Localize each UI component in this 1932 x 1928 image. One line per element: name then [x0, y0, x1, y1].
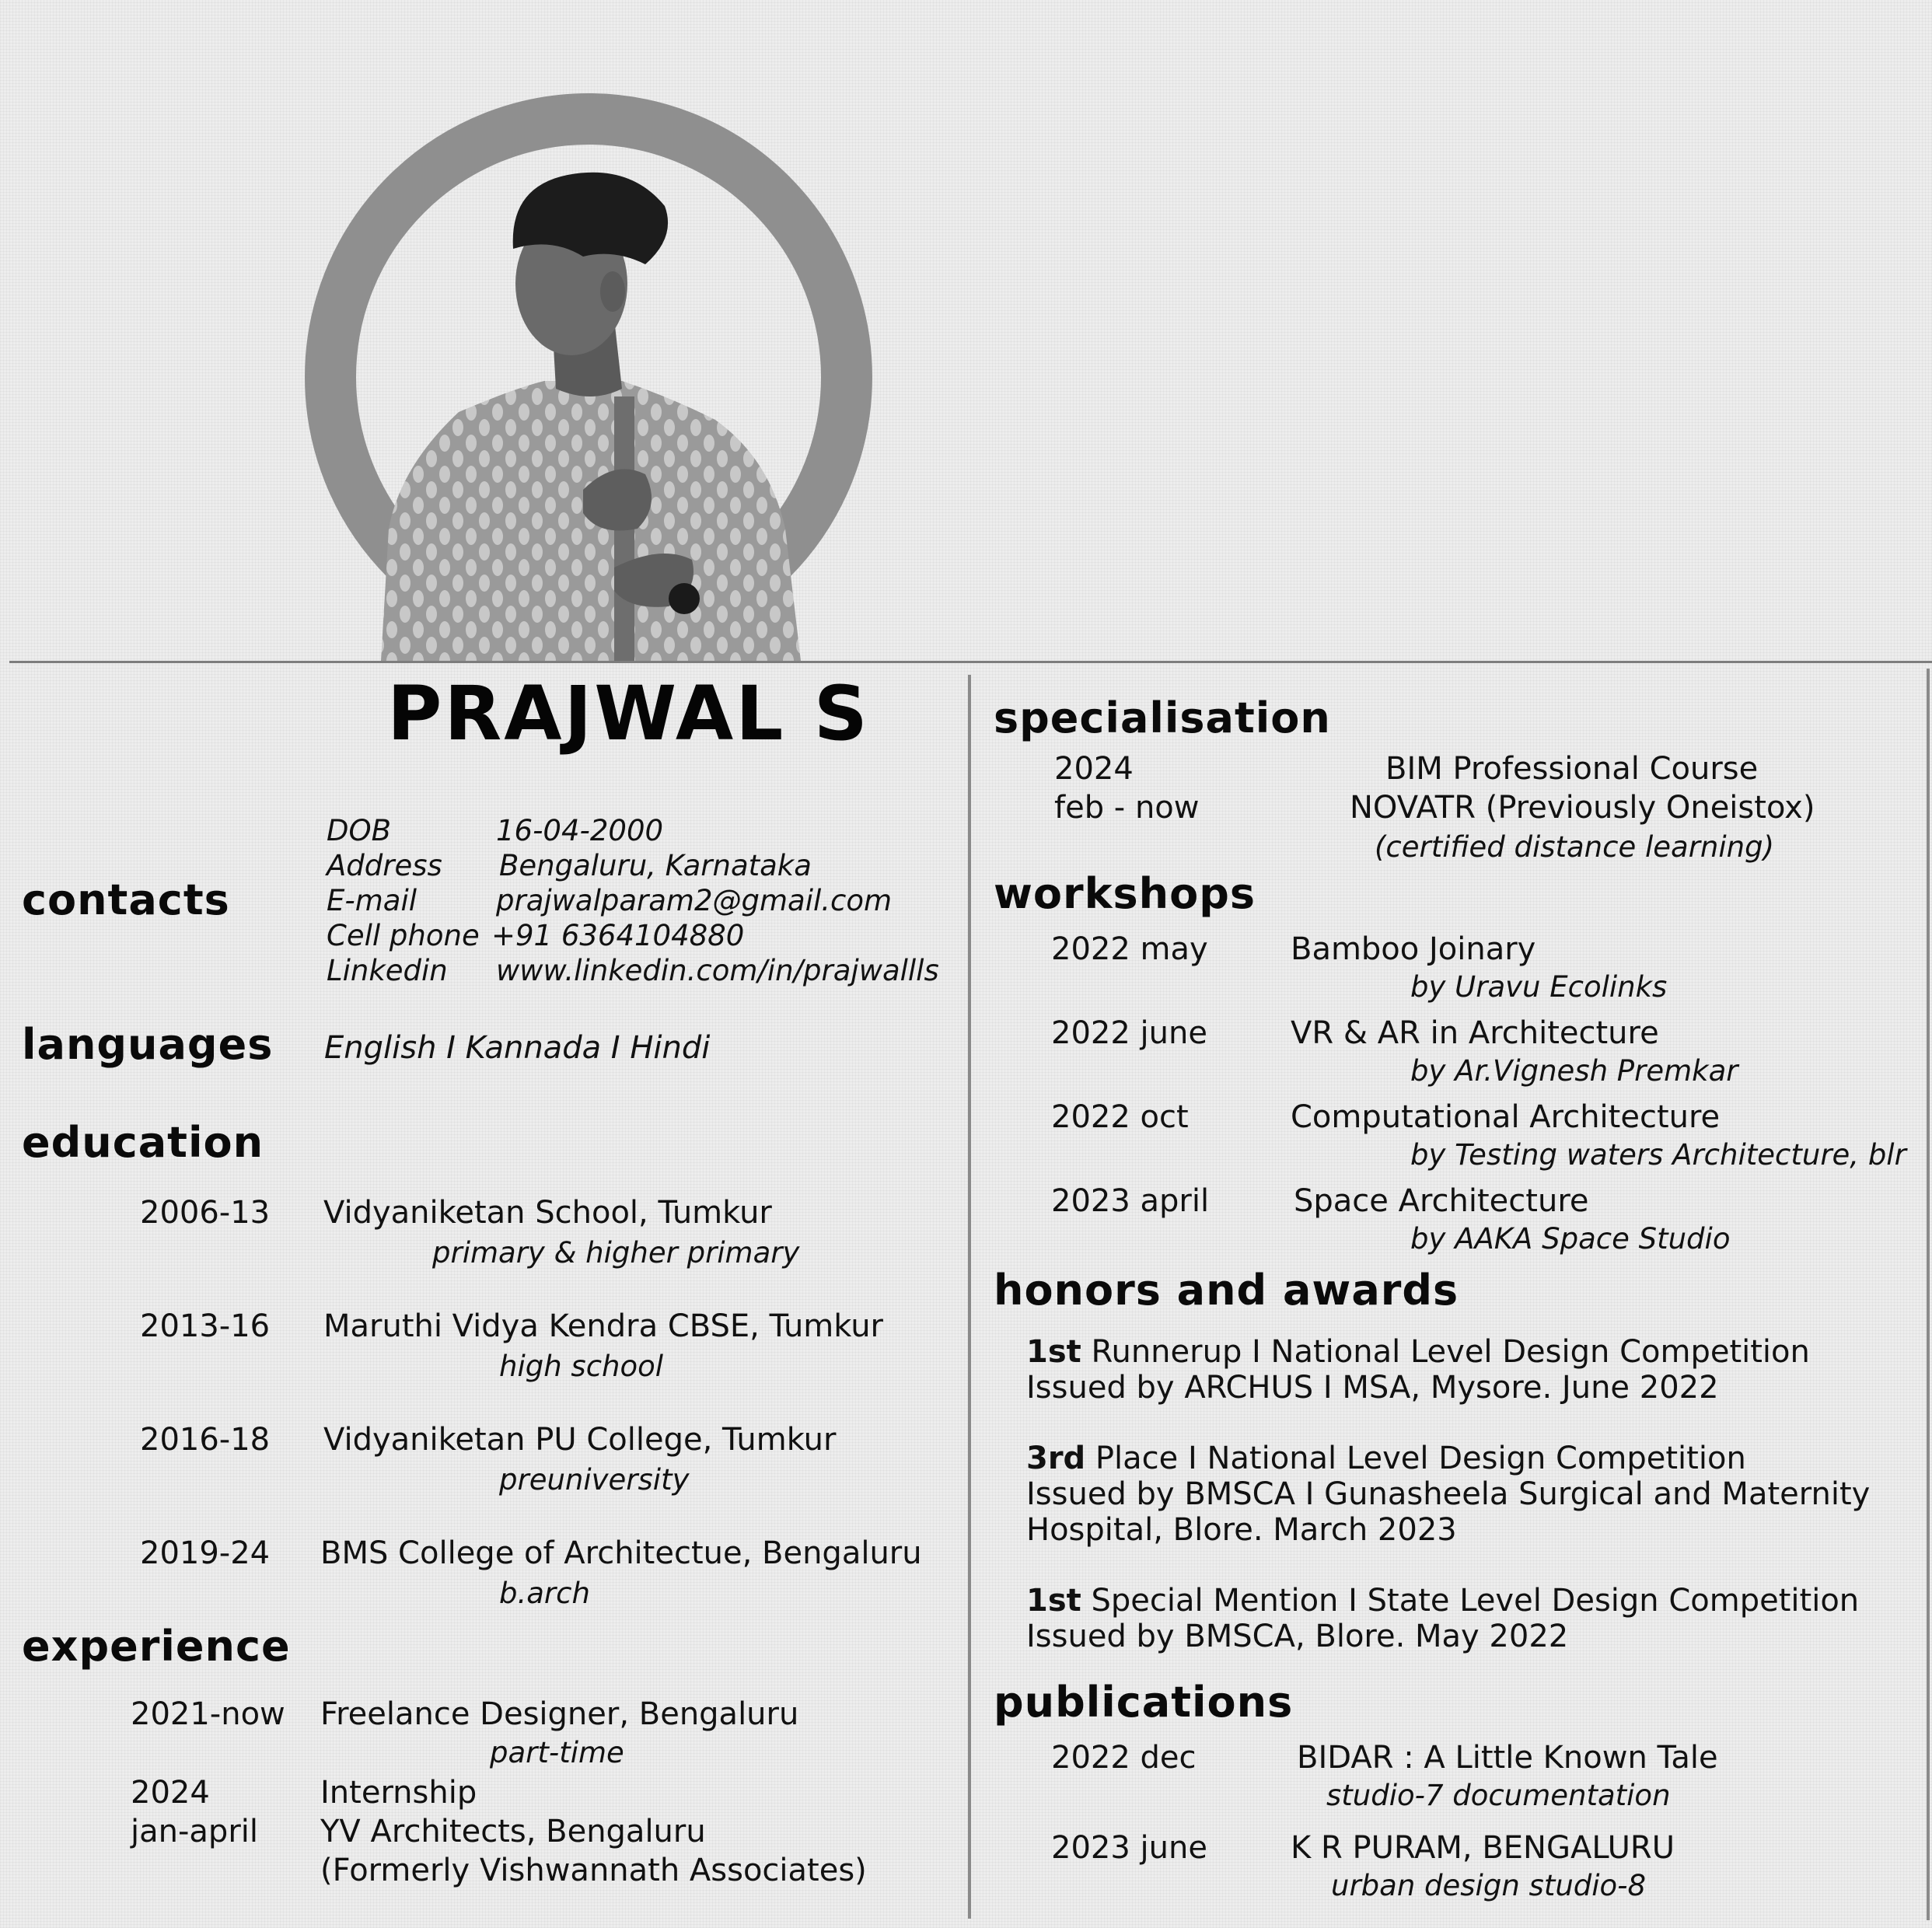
workshop-title: Computational Architecture	[1291, 1099, 1721, 1135]
publication-note: studio-7 documentation	[1326, 1779, 1671, 1812]
right-border	[1927, 669, 1930, 1920]
publication-title: BIDAR : A Little Known Tale	[1297, 1740, 1718, 1776]
award-issuer-cont: Hospital, Blore. March 2023	[1026, 1512, 1457, 1548]
award-issuer: Issued by BMSCA I Gunasheela Surgical and Maternity	[1026, 1476, 1871, 1512]
award-rank: 3rd	[1026, 1441, 1086, 1476]
experience-years: 2021-now	[131, 1696, 285, 1732]
award-issuer: Issued by ARCHUS I MSA, Mysore. June 2022	[1026, 1370, 1719, 1406]
specialisation-heading: specialisation	[994, 693, 1331, 742]
specialisation-provider: NOVATR (Previously Oneistox)	[1350, 790, 1815, 826]
honors-heading: honors and awards	[994, 1266, 1459, 1315]
award-rank: 1st	[1026, 1334, 1081, 1370]
award-title	[1026, 1583, 1859, 1619]
experience-former: (Formerly Vishwannath Associates)	[320, 1853, 867, 1888]
education-school: BMS College of Architectue, Bengaluru	[320, 1535, 922, 1571]
workshop-title: Bamboo Joinary	[1291, 931, 1536, 967]
phone-link[interactable]: +91 6364104880	[491, 919, 745, 952]
workshop-title: VR & AR in Architecture	[1291, 1015, 1659, 1051]
experience-note: part-time	[490, 1736, 624, 1769]
specialisation-period: feb - now	[1054, 790, 1200, 826]
contacts-heading: contacts	[22, 875, 230, 924]
education-years: 2019-24	[140, 1535, 271, 1571]
workshop-by: by Uravu Ecolinks	[1410, 970, 1668, 1004]
workshop-date: 2022 may	[1051, 931, 1208, 967]
workshop-date: 2022 june	[1051, 1015, 1207, 1051]
specialisation-course: BIM Professional Course	[1385, 751, 1759, 787]
contact-label: Address	[327, 849, 442, 882]
contact-label: Linkedin	[327, 954, 448, 987]
education-level: high school	[499, 1350, 664, 1383]
education-years: 2013-16	[140, 1308, 271, 1344]
experience-period: jan-april	[131, 1814, 258, 1849]
publications-heading: publications	[994, 1678, 1294, 1727]
workshop-by: by AAKA Space Studio	[1410, 1222, 1731, 1256]
education-years: 2016-18	[140, 1422, 271, 1458]
education-heading: education	[22, 1118, 264, 1167]
specialisation-note: (certified distance learning)	[1375, 830, 1775, 864]
page-title: PRAJWAL S	[387, 670, 870, 757]
award-line1: Place I National Level Design Competition	[1085, 1441, 1746, 1476]
languages-heading: languages	[22, 1020, 274, 1069]
column-divider	[968, 675, 971, 1919]
publication-date: 2023 june	[1051, 1830, 1207, 1866]
publication-title: K R PURAM, BENGALURU	[1291, 1830, 1675, 1866]
award-line1: Special Mention I State Level Design Competition	[1081, 1583, 1860, 1619]
experience-heading: experience	[22, 1622, 291, 1671]
experience-firm: YV Architects, Bengaluru	[320, 1814, 706, 1849]
education-level: primary & higher primary	[432, 1236, 800, 1270]
experience-role: Internship	[320, 1775, 477, 1811]
workshop-by: by Ar.Vignesh Premkar	[1410, 1054, 1738, 1088]
publication-date: 2022 dec	[1051, 1740, 1197, 1776]
workshop-date: 2023 april	[1051, 1183, 1210, 1219]
workshop-title: Space Architecture	[1294, 1183, 1589, 1219]
contact-label: Cell phone	[327, 919, 480, 952]
education-years: 2006-13	[140, 1195, 271, 1231]
workshops-heading: workshops	[994, 869, 1256, 918]
education-school: Vidyaniketan School, Tumkur	[323, 1195, 772, 1231]
profile-photo	[365, 163, 871, 661]
education-school: Vidyaniketan PU College, Tumkur	[323, 1422, 837, 1458]
contact-value: 16-04-2000	[496, 814, 664, 847]
specialisation-year: 2024	[1054, 751, 1134, 787]
workshop-by: by Testing waters Architecture, blr	[1410, 1138, 1906, 1172]
email-link[interactable]: prajwalparam2@gmail.com	[496, 884, 893, 917]
award-title	[1026, 1441, 1746, 1476]
award-rank: 1st	[1026, 1583, 1081, 1619]
experience-role: Freelance Designer, Bengaluru	[320, 1696, 799, 1732]
award-issuer: Issued by BMSCA, Blore. May 2022	[1026, 1619, 1569, 1654]
experience-year: 2024	[131, 1775, 210, 1811]
contact-value: Bengaluru, Karnataka	[499, 849, 812, 882]
education-school: Maruthi Vidya Kendra CBSE, Tumkur	[323, 1308, 883, 1344]
horizontal-divider	[9, 661, 1932, 663]
linkedin-link[interactable]: www.linkedin.com/in/prajwallls	[496, 954, 939, 987]
education-level: preuniversity	[499, 1463, 690, 1497]
workshop-date: 2022 oct	[1051, 1099, 1189, 1135]
award-line1: Runnerup I National Level Design Competition	[1081, 1334, 1810, 1370]
contact-label: E-mail	[327, 884, 417, 917]
publication-note: urban design studio-8	[1331, 1869, 1647, 1902]
education-level: b.arch	[499, 1577, 590, 1610]
contact-label: DOB	[327, 814, 391, 847]
award-title	[1026, 1334, 1810, 1370]
languages-list: English I Kannada I Hindi	[324, 1030, 711, 1066]
